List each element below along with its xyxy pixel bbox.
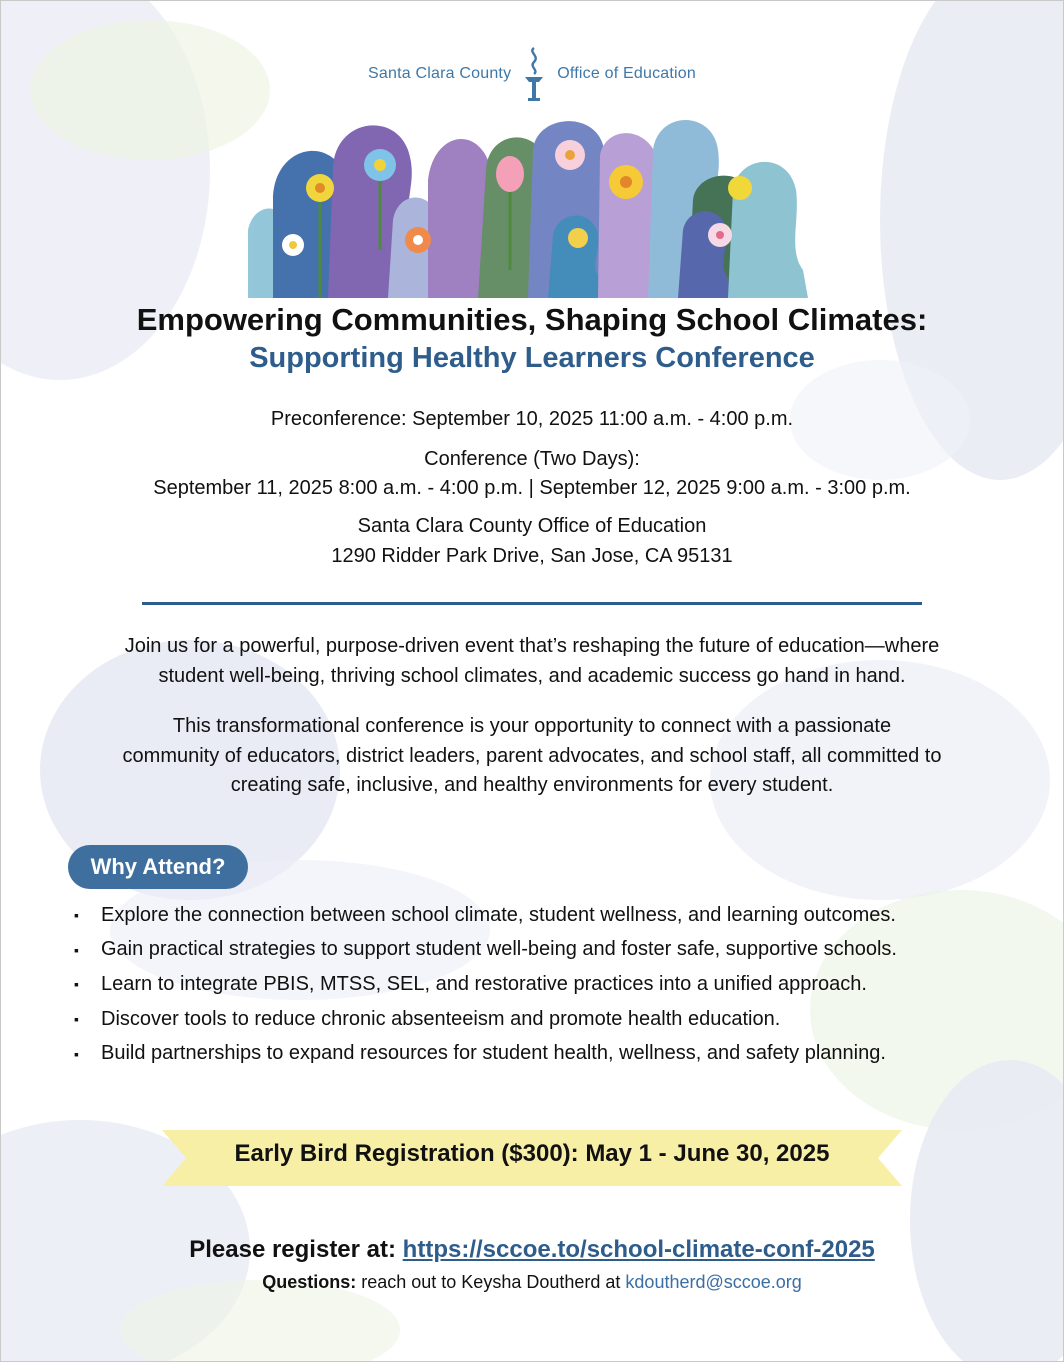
questions-label: Questions: — [262, 1272, 357, 1292]
intro-p2-line-3: creating safe, inclusive, and healthy environments for every student. — [230, 774, 834, 796]
silhouette-group — [248, 120, 808, 298]
why-attend-list — [74, 898, 1034, 1071]
intro-paragraph-1 — [40, 632, 1024, 691]
section-divider — [142, 602, 922, 605]
bullet-icon: ▪ — [74, 907, 79, 924]
brand-name-right: Office of Education — [557, 65, 696, 82]
conference-label: Conference (Two Days): — [424, 448, 640, 470]
venue-address: 1290 Ridder Park Drive, San Jose, CA 95131 — [331, 545, 733, 567]
questions-text: reach out to Keysha Doutherd at — [361, 1272, 621, 1292]
register-link[interactable]: https://sccoe.to/school-climate-conf-2025 — [402, 1236, 875, 1263]
silhouettes-flowers-illustration — [248, 110, 820, 298]
bullet-icon: ▪ — [74, 976, 79, 993]
questions-line — [0, 1272, 1064, 1293]
register-line — [0, 1236, 1064, 1264]
register-label: Please register at: — [189, 1236, 396, 1263]
intro-paragraph-2 — [40, 712, 1024, 801]
list-item — [74, 1002, 1034, 1037]
bullet-icon: ▪ — [74, 941, 79, 958]
list-item — [74, 898, 1034, 933]
intro-p2-line-2: community of educators, district leaders, parent advocates, and school staff, all committed to — [122, 744, 942, 767]
bullet-icon: ▪ — [74, 1011, 79, 1028]
intro-p1-line-1: Join us for a powerful, purpose-driven event that’s reshaping the future of education—where — [124, 635, 940, 657]
list-item-text: Learn to integrate PBIS, MTSS, SEL, and restorative practices into a unified approach. — [101, 972, 867, 995]
early-bird-text: Early Bird Registration ($300): May 1 - June 30, 2025 — [234, 1140, 830, 1167]
list-item-text: Build partnerships to expand resources for student health, wellness, and safety planning. — [101, 1042, 886, 1065]
page-subtitle: Supporting Healthy Learners Conference — [249, 342, 815, 374]
contact-email-link[interactable]: kdoutherd@sccoe.org — [625, 1272, 802, 1292]
list-item — [74, 933, 1034, 968]
brand-name-left: Santa Clara County — [368, 65, 512, 82]
preconference-info: Preconference: September 10, 2025 11:00 a.m. - 4:00 p.m. — [270, 408, 794, 430]
why-attend-badge: Why Attend? — [68, 845, 248, 889]
list-item-text: Discover tools to reduce chronic absenteeism and promote health education. — [101, 1007, 781, 1030]
bullet-icon: ▪ — [74, 1045, 79, 1062]
list-item — [74, 1036, 1034, 1071]
page-title: Empowering Communities, Shaping School Climates: — [136, 302, 928, 337]
list-item-text: Gain practical strategies to support student well-being and foster safe, supportive schools. — [101, 938, 897, 961]
conference-dates: September 11, 2025 8:00 a.m. - 4:00 p.m. | September 12, 2025 9:00 a.m. - 3:00 p.m. — [153, 477, 911, 499]
intro-p2-line-1: This transformational conference is your opportunity to connect with a passionate — [172, 715, 892, 737]
brand-header — [0, 44, 1064, 104]
torch-logo-icon — [519, 44, 549, 104]
list-item — [74, 967, 1034, 1002]
venue-name: Santa Clara County Office of Education — [357, 515, 707, 537]
list-item-text: Explore the connection between school climate, student wellness, and learning outcomes. — [101, 903, 896, 926]
intro-p1-line-2: student well-being, thriving school climates, and academic success go hand in hand. — [158, 664, 906, 687]
